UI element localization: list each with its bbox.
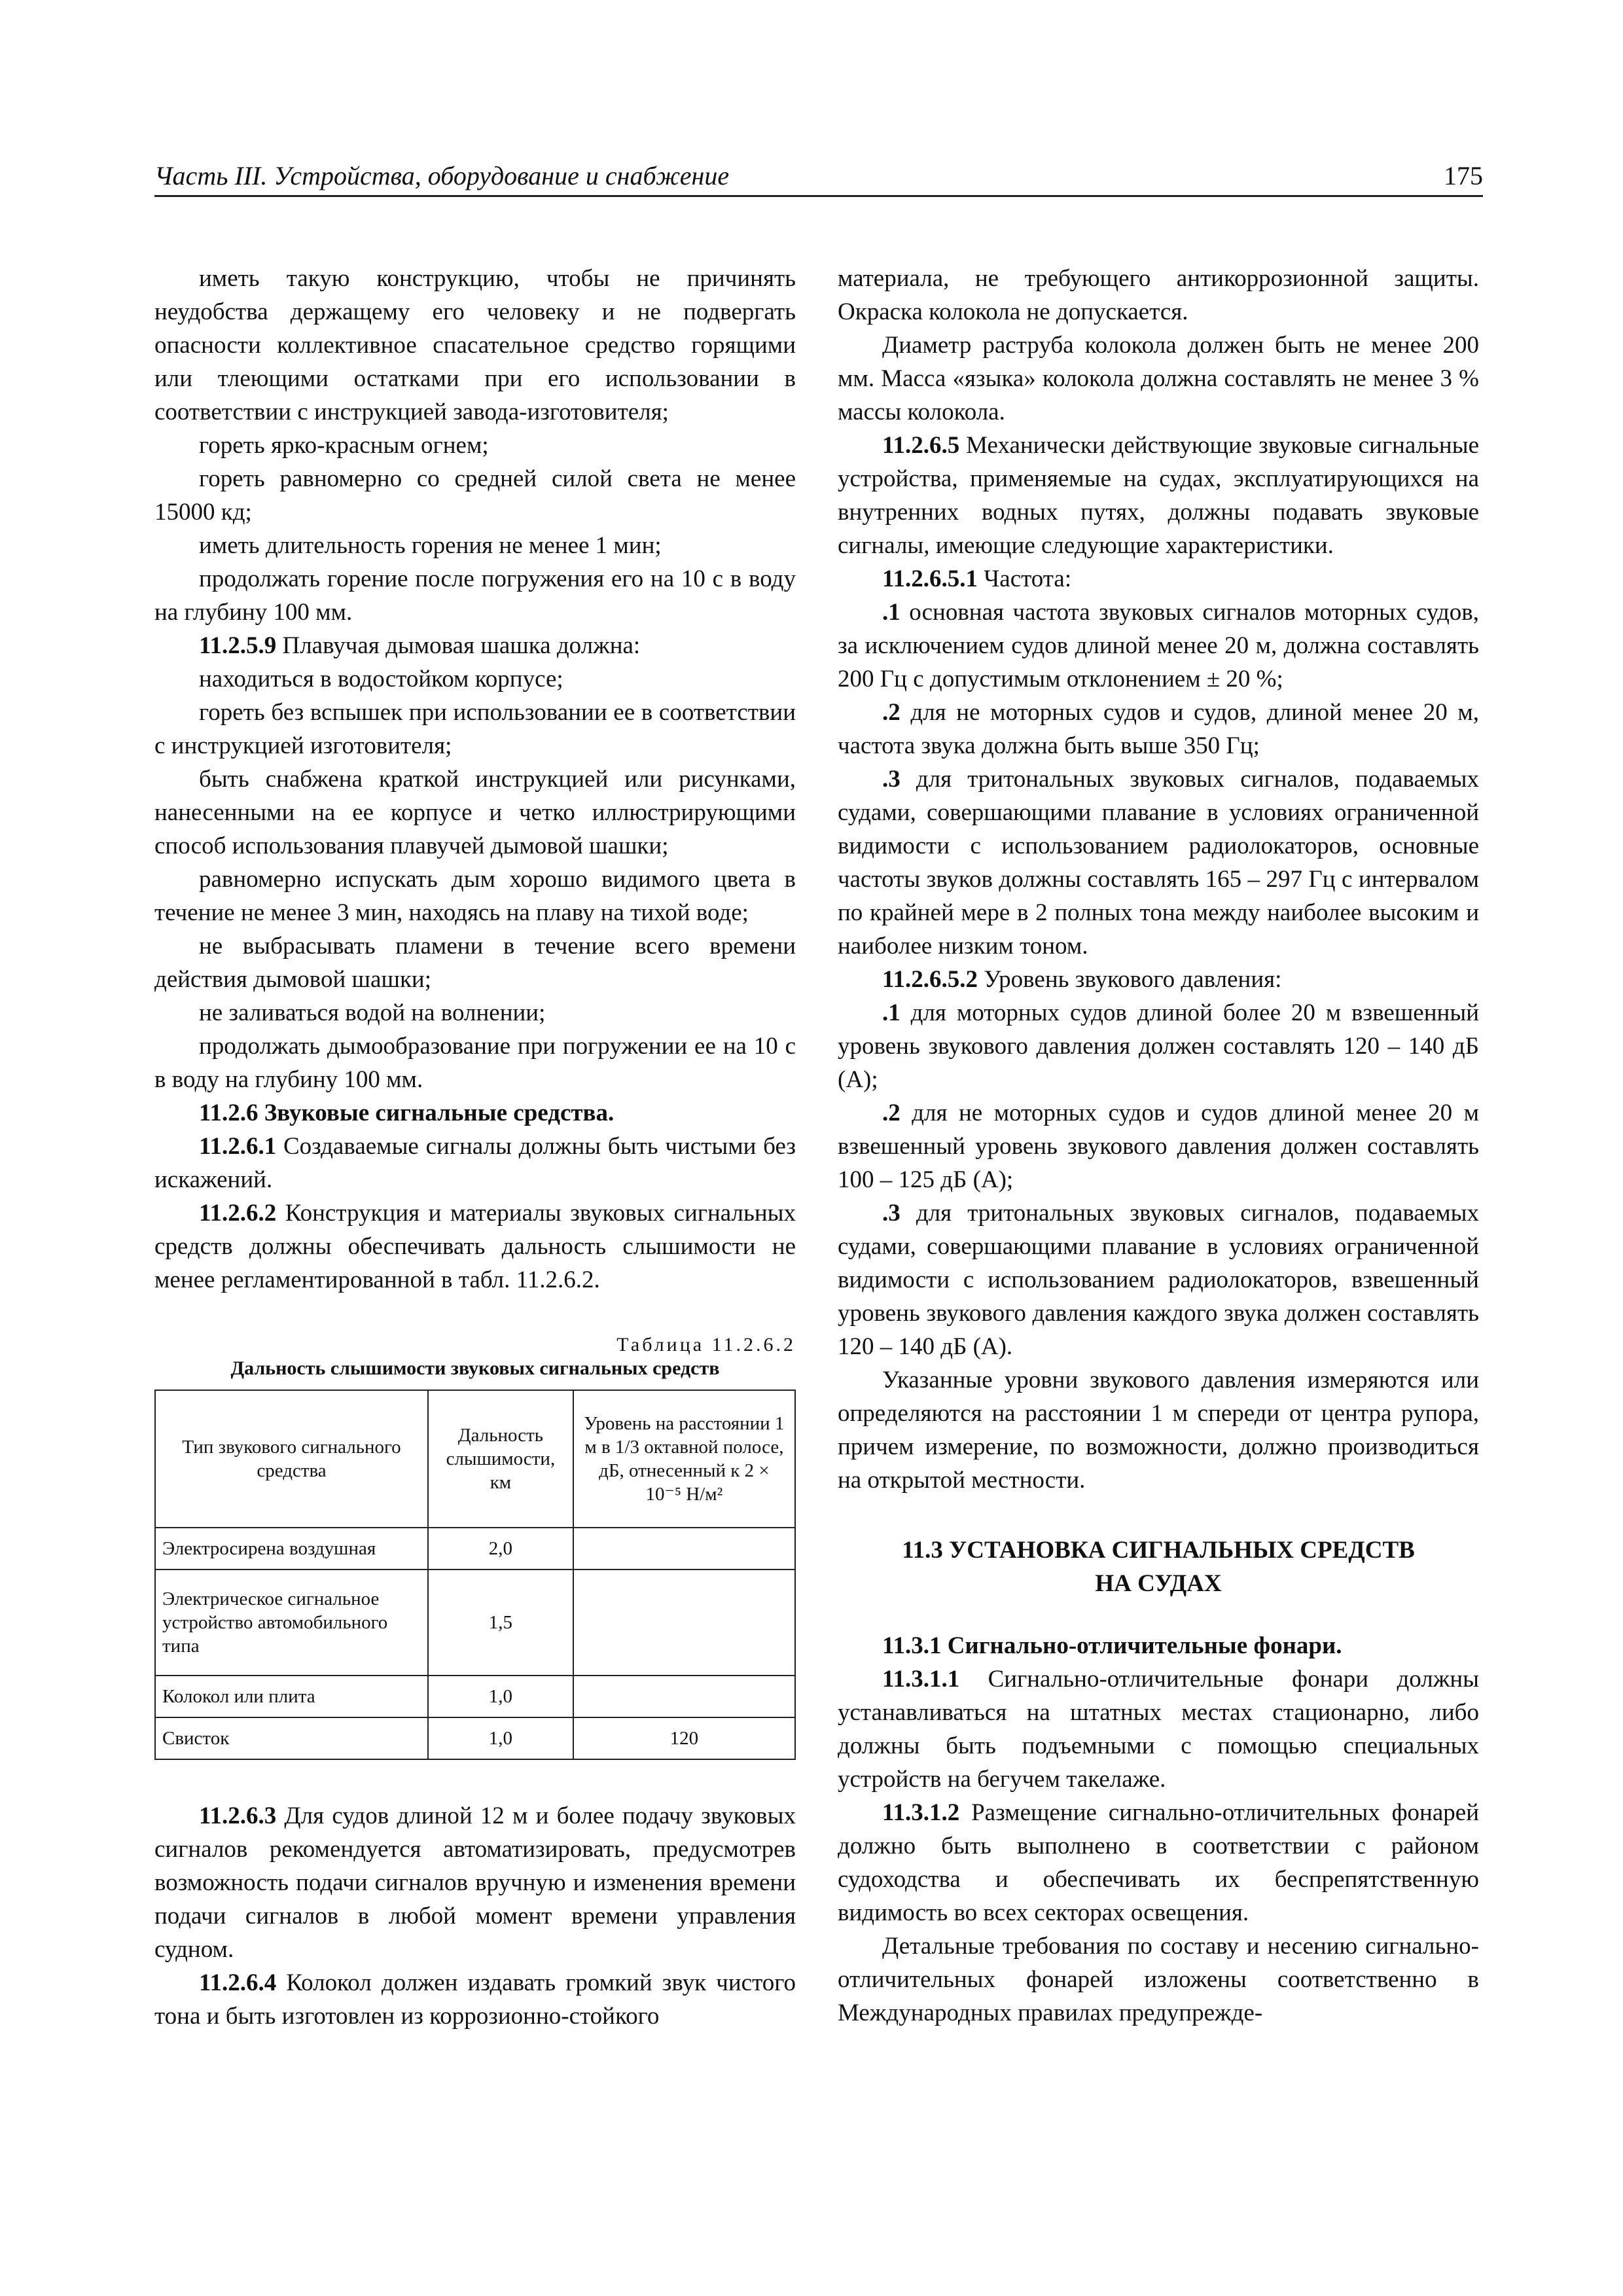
clause-text: Конструкция и материалы звуковых сигнальных средств должны обеспечивать дальность слышимости не менее регламентированной в табл. 11.2.6.2. [154, 1200, 796, 1293]
table-cell: Свисток [155, 1717, 428, 1759]
subsection-heading [154, 1096, 796, 1130]
table-row [155, 1570, 795, 1676]
table-header-row [155, 1390, 795, 1528]
paragraph: быть снабжена краткой инструкцией или рисунками, нанесенными на ее корпусе и четко иллюстрирующими способ использования плавучей дымовой шашки; [154, 766, 796, 859]
clause-text: Плавучая дымовая шашка должна: [276, 632, 641, 659]
clause-text: Колокол должен издавать громкий звук чистого тона и быть изготовлен из коррозионно-стойкого [154, 1969, 796, 2030]
list-item [838, 596, 1479, 696]
table-header-cell: Тип звукового сигнального средства [155, 1390, 428, 1528]
clause-number: 11.2.6.2 [199, 1200, 277, 1227]
paragraph [838, 562, 1479, 596]
paragraph: продолжать дымообразование при погружении ее на 10 с в воду на глубину 100 мм. [154, 1033, 796, 1093]
paragraph: равномерно испускать дым хорошо видимого цвета в течение не менее 3 мин, находясь на плаву на тихой воде; [154, 866, 796, 926]
hearing-range-table [154, 1390, 796, 1760]
paragraph: не выбрасывать пламени в течение всего времени действия дымовой шашки; [154, 933, 796, 993]
list-number: .1 [882, 999, 901, 1026]
list-item [838, 1096, 1479, 1196]
table-cell: 2,0 [428, 1528, 573, 1570]
list-text: для моторных судов длиной более 20 м взвешенный уровень звукового давления должен составлять 120 – 140 дБ (А); [838, 999, 1479, 1093]
table-cell: 1,0 [428, 1717, 573, 1759]
table-header-cell: Уровень на расстоянии 1 м в 1/3 октавной полосе, дБ, отнесенный к 2 × 10⁻⁵ Н/м² [573, 1390, 795, 1528]
page-number: 175 [1444, 161, 1483, 190]
paragraph [838, 1796, 1479, 1929]
left-column [154, 262, 796, 2033]
paragraph [838, 963, 1479, 996]
list-number: .2 [882, 1100, 901, 1126]
paragraph: не заливаться водой на волнении; [199, 999, 546, 1026]
page-header [154, 154, 1483, 197]
clause-text: Создаваемые сигналы должны быть чистыми без искажений. [154, 1133, 796, 1193]
list-text: основная частота звуковых сигналов моторных судов, за исключением судов длиной менее 20 м, должна составлять 200 Гц с допустимым отклонением ± 20 %; [838, 599, 1479, 692]
clause-number: 11.2.6.4 [199, 1969, 277, 1996]
paragraph: гореть ярко-красным огнем; [199, 432, 489, 459]
clause-text: Сигнально-отличительные фонари должны устанавливаться на штатных местах стационарно, либо должны быть подъемными с помощью специальных устройств на бегучем такелаже. [838, 1666, 1479, 1793]
paragraph: материала, не требующего антикоррозионной защиты. Окраска колокола не допускается. [838, 265, 1479, 325]
table-title: Дальность слышимости звуковых сигнальных средств [230, 1357, 720, 1379]
table-cell: Колокол или плита [155, 1676, 428, 1717]
clause-text: Уровень звукового давления: [977, 966, 1282, 993]
paragraph: Диаметр раструба колокола должен быть не менее 200 мм. Масса «языка» колокола должна составлять не менее 3 % массы колокола. [838, 332, 1479, 425]
list-item [838, 996, 1479, 1096]
list-item [838, 696, 1479, 762]
list-text: для тритональных звуковых сигналов, подаваемых судами, совершающими плавание в условиях ограниченной видимости с использованием радиолокаторов, основные частоты звуков должны составлять 165 – 297 Гц с интервалом по крайней мере в 2 полных тона между наиболее высоким и наиболее низким тоном. [838, 766, 1479, 960]
paragraph: гореть равномерно со средней силой света не менее 15000 кд; [154, 465, 796, 526]
paragraph [154, 1196, 796, 1297]
clause-number: 11.2.6.1 [199, 1133, 277, 1160]
list-number: .3 [882, 1200, 901, 1227]
paragraph: Указанные уровни звукового давления измеряются или определяются на расстоянии 1 м спереди от центра рупора, причем измерение, по возможности, должно производиться на открытой местности. [838, 1367, 1479, 1494]
list-item [838, 762, 1479, 963]
table-cell [573, 1528, 795, 1570]
paragraph [154, 1799, 796, 1966]
table-cell [573, 1676, 795, 1717]
paragraph: иметь такую конструкцию, чтобы не причинять неудобства держащему его человеку и не подвергать опасности коллективное спасательное средство горящими или тлеющими остатками при его использовании в соответствии с инструкцией завода-изготовителя; [154, 265, 796, 425]
clause-text: Для судов длиной 12 м и более подачу звуковых сигналов рекомендуется автоматизировать, предусмотрев возможность подачи сигналов вручную и изменения времени подачи сигналов в любой момент времени управления судном. [154, 1803, 796, 1963]
clause-text: Частота: [977, 565, 1072, 592]
list-number: .1 [882, 599, 901, 626]
list-number: .2 [882, 699, 901, 726]
clause-number: 11.2.6.5 [882, 432, 960, 459]
table-cell: 1,5 [428, 1570, 573, 1676]
clause-text: Размещение сигнально-отличительных фонарей должно быть выполнено в соответствии с районом судоходства и обеспечивать их беспрепятственную видимость во всех секторах освещения. [838, 1799, 1479, 1926]
paragraph [154, 629, 796, 662]
list-number: .3 [882, 766, 901, 793]
paragraph: Детальные требования по составу и несению сигнально-отличительных фонарей изложены соответственно в Международных правилах предупрежде- [838, 1933, 1479, 2026]
running-title: Часть III. Устройства, оборудование и снабжение [154, 161, 730, 190]
paragraph: иметь длительность горения не менее 1 мин; [199, 532, 662, 559]
paragraph [838, 1662, 1479, 1796]
right-column [838, 262, 1479, 2030]
clause-text: Механически действующие звуковые сигнальные устройства, применяемые на судах, эксплуатирующихся на внутренних водных путях, должны подавать звуковые сигналы, имеющие следующие характеристики. [838, 432, 1479, 559]
paragraph: находиться в водостойком корпусе; [199, 666, 563, 692]
clause-number: 11.2.6.5.1 [882, 565, 978, 592]
clause-number: 11.3.1.2 [882, 1799, 960, 1826]
paragraph [838, 429, 1479, 562]
table-header-cell: Дальность слышимости, км [428, 1390, 573, 1528]
table-cell [573, 1570, 795, 1676]
table-number: Таблица 11.2.6.2 [616, 1334, 796, 1355]
subsection-heading [838, 1629, 1479, 1662]
section-heading-line: 11.3 УСТАНОВКА СИГНАЛЬНЫХ СРЕДСТВ [902, 1537, 1415, 1564]
clause-number: 11.2.5.9 [199, 632, 277, 659]
table-cell: Электросирена воздушная [155, 1528, 428, 1570]
section-heading [838, 1534, 1479, 1600]
list-text: для не моторных судов и судов длиной менее 20 м взвешенный уровень звукового давления должен составлять 100 – 125 дБ (А); [838, 1100, 1479, 1193]
list-item [838, 1196, 1479, 1363]
subsection-title: 11.3.1 Сигнально-отличительные фонари. [882, 1632, 1342, 1659]
table-row [155, 1528, 795, 1570]
clause-number: 11.3.1.1 [882, 1666, 960, 1693]
list-text: для не моторных судов и судов, длиной менее 20 м, частота звука должна быть выше 350 Гц; [838, 699, 1479, 759]
clause-number: 11.2.6.3 [199, 1803, 277, 1829]
clause-number: 11.2.6.5.2 [882, 966, 978, 993]
table-cell: Электрическое сигнальное устройство автомобильного типа [155, 1570, 428, 1676]
paragraph: гореть без вспышек при использовании ее в соответствии с инструкцией изготовителя; [154, 699, 796, 759]
table-cell: 120 [573, 1717, 795, 1759]
list-text: для тритональных звуковых сигналов, подаваемых судами, совершающими плавание в условиях ограниченной видимости с использованием радиолокаторов, взвешенный уровень звукового давления каждого звука должен составлять 120 – 140 дБ (А). [838, 1200, 1479, 1360]
table-cell: 1,0 [428, 1676, 573, 1717]
paragraph [154, 1966, 796, 2033]
section-heading-line: НА СУДАХ [1095, 1570, 1222, 1597]
table-row [155, 1676, 795, 1717]
table-row [155, 1717, 795, 1759]
paragraph: продолжать горение после погружения его на 10 с в воду на глубину 100 мм. [154, 565, 796, 626]
subsection-title: 11.2.6 Звуковые сигнальные средства. [199, 1100, 615, 1126]
paragraph [154, 1130, 796, 1196]
